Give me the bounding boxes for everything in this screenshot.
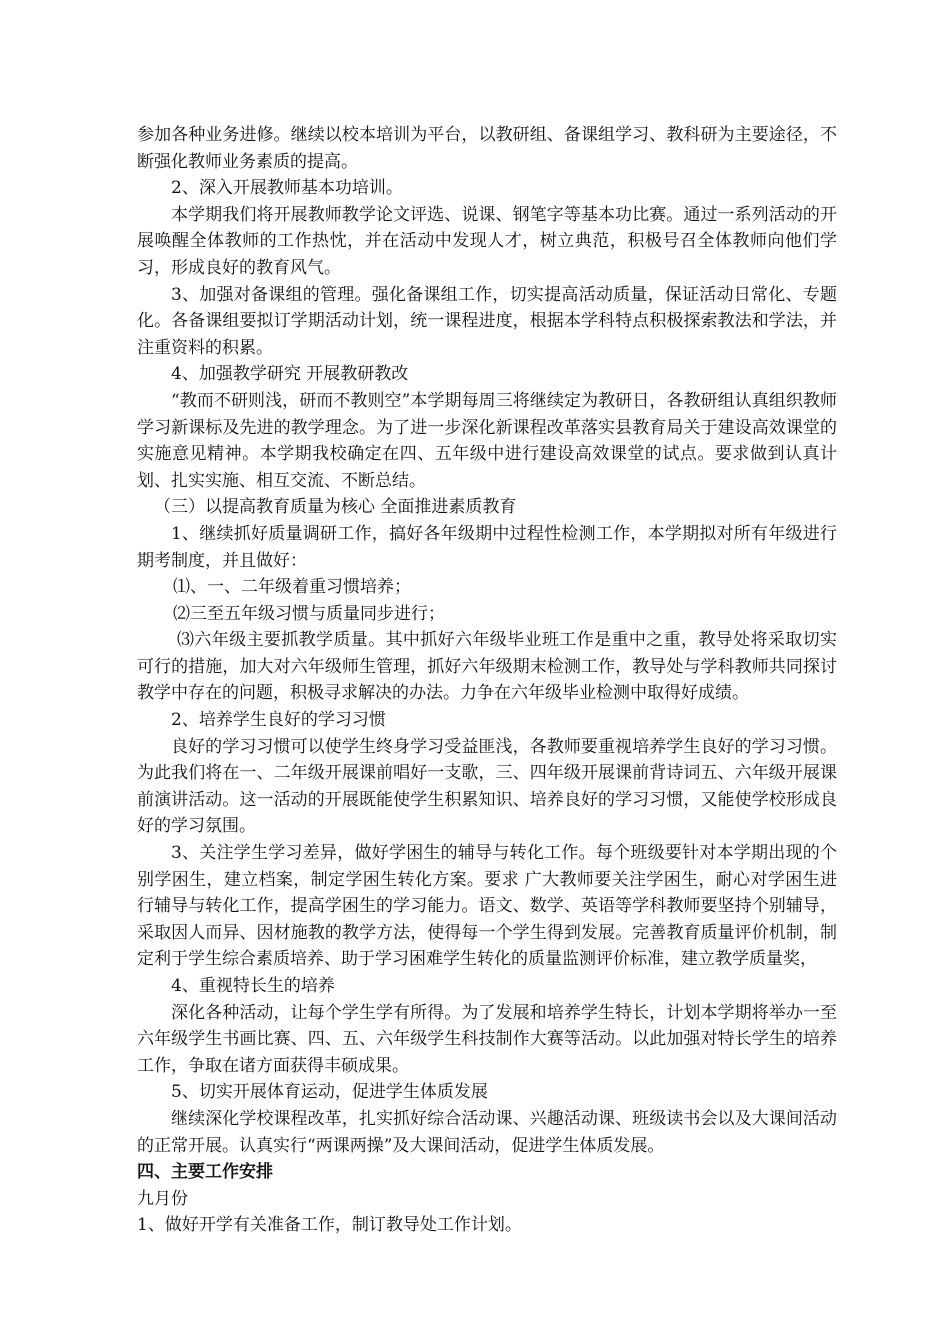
list-item: 1、做好开学有关准备工作，制订教导处工作计划。 — [137, 1215, 522, 1236]
sub-item: ⑵三至五年级习惯与质量同步进行； — [173, 603, 445, 624]
item-heading: 4、加强教学研究 开展教研教改 — [171, 364, 409, 385]
paragraph: 3、加强对备课组的管理。强化备课组工作，切实提高活动质量，保证活动日常化、专题化。各备课组要拟订学期活动计划，统一课程进度，根据本学科特点积极探索教法和学法，并注重资料的积累。 — [137, 284, 837, 358]
item-heading: 5、切实开展体育运动，促进学生体质发展 — [171, 1082, 488, 1103]
item-heading: 4、重视特长生的培养 — [171, 976, 335, 996]
paragraph: 良好的学习习惯可以使学生终身学习受益匪浅，各教师要重视培养学生良好的学习习惯。为此我们将在一、二年级开展课前唱好一支歌，三、四年级开展课前背诗词五、六年级开展课前演讲活动。这一活动的开展既能使学生积累知识、培养良好的学习习惯，又能使学校形成良好的学习氛围。 — [137, 736, 837, 837]
paragraph: 3、关注学生学习差异，做好学困生的辅导与转化工作。每个班级要针对本学期出现的个别学困生，建立档案，制定学困生转化方案。要求 广大教师要关注学困生，耐心对学困生进行辅导与转化工作，提高学困生的学习能力。语文、数学、英语等学科教师要坚持个别辅导，采取因人而异、因材施教的教学方法，使得每一个学生得到发展。完善教育质量评价机制，制定利于学生综合素质培养、助于学习困难学生转化的质量监测评价标准，建立教学质量奖， — [137, 843, 837, 970]
paragraph-continued: 参加各种业务进修。继续以校本培训为平台，以教研组、备课组学习、教科研为主要途径，不断强化教师业务素质的提高。 — [137, 125, 837, 172]
paragraph: 深化各种活动，让每个学生学有所得。为了发展和培养学生特长，计划本学期将举办一至六年级学生书画比赛、四、五、六年级学生科技制作大赛等活动。以此加强对特长学生的培养工作，争取在诸方面获得丰硕成果。 — [137, 1002, 837, 1076]
month-label: 九月份 — [137, 1188, 188, 1209]
document-body — [137, 122, 837, 1239]
sub-item: ⑴、一、二年级着重习惯培养； — [173, 577, 411, 598]
paragraph: 本学期我们将开展教师教学论文评选、说课、钢笔字等基本功比赛。通过一系列活动的开展唤醒全体教师的工作热忱，并在活动中发现人才，树立典范，积极号召全体教师向他们学习，形成良好的教育风气。 — [137, 204, 837, 278]
paragraph: “教而不研则浅，研而不教则空”本学期每周三将继续定为教研日，各教研组认真组织教师学习新课标及先进的教学理念。为了进一步深化新课程改革落实县教育局关于建设高效课堂的实施意见精神。本学期我校确定在四、五年级中进行建设高效课堂的试点。要求做到认真计划、扎实实施、相互交流、不断总结。 — [137, 390, 837, 491]
item-heading: 2、培养学生良好的学习习惯 — [171, 710, 386, 731]
section-heading: （三）以提高教育质量为核心 全面推进素质教育 — [154, 497, 517, 518]
chapter-heading: 四、主要工作安排 — [137, 1162, 273, 1183]
item-heading: 2、深入开展教师基本功培训。 — [171, 178, 403, 199]
paragraph: 继续深化学校课程改革，扎实抓好综合活动课、兴趣活动课、班级读书会以及大课间活动的正常开展。认真实行“两课两操”及大课间活动，促进学生体质发展。 — [137, 1108, 837, 1156]
sub-item: ⑶六年级主要抓教学质量。其中抓好六年级毕业班工作是重中之重，教导处将采取切实可行的措施，加大对六年级师生管理，抓好六年级期末检测工作，教导处与学科教师共同探讨教学中存在的问题，积极寻求解决的办法。力争在六年级毕业检测中取得好成绩。 — [137, 630, 837, 704]
paragraph: 1、继续抓好质量调研工作，搞好各年级期中过程性检测工作，本学期拟对所有年级进行期考制度，并且做好： — [137, 523, 837, 571]
